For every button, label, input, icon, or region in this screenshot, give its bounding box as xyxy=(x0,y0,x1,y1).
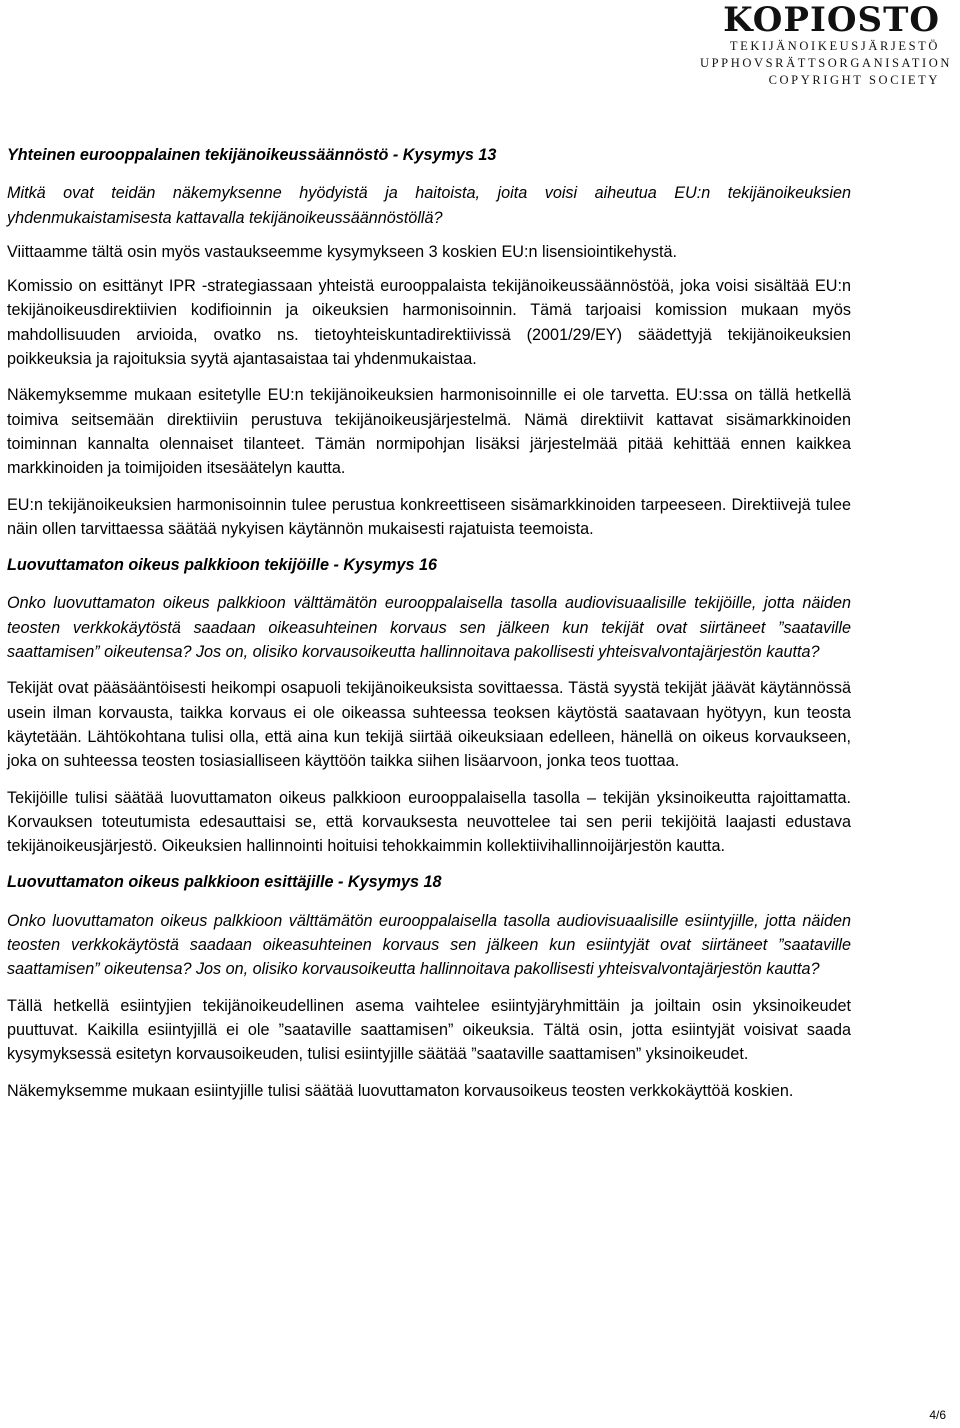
paragraph: Tällä hetkellä esiintyjien tekijänoikeudellinen asema vaihtelee esiintyjäryhmittäin ja joiltain osin yksinoikeudet puuttuvat. Kaikilla esiintyjillä ei ole ”saataville saattamisen” oikeuksia. Tältä osin, jotta esiintyjät voisivat saada kysymyksessä esitetyn korvausoikeuden, tulisi esiintyjille säätää ”saataville saattamisen” yksinoikeudet. xyxy=(7,996,851,1064)
logo-line-1: TEKIJÄNOIKEUSJÄRJESTÖ xyxy=(729,39,940,53)
question-text: Onko luovuttamaton oikeus palkkioon välttämätön eurooppalaisella tasolla audiovisuaalisille esiintyjille, jotta näiden teosten verkkokäytöstä saadaan oikeasuhteinen korvaus sen jälkeen kun esiintyjät ovat siirtäneet ”saataville saattamisen” oikeutensa? Jos on, olisiko korvausoikeutta hallinnoitava pakollisesti yhteisvalvontajärjestön kautta? xyxy=(7,911,851,979)
logo-line-3: COPYRIGHT SOCIETY xyxy=(768,73,940,87)
paragraph: EU:n tekijänoikeuksien harmonisoinnin tulee perustua konkreettiseen sisämarkkinoiden tarpeeseen. Direktiivejä tulee näin ollen tarvittaessa säätää nykyisen käytännön mukaisesti rajatuista teemoista. xyxy=(7,495,851,538)
question-text: Mitkä ovat teidän näkemyksenne hyödyistä ja haitoista, joita voisi aiheutua EU:n tekijänoikeuksien yhdenmukaistamisesta kattavalla tekijänoikeussäännöstöllä? xyxy=(7,184,851,227)
document-body xyxy=(7,143,851,1103)
paragraph: Tekijät ovat pääsääntöisesti heikompi osapuoli tekijänoikeuksista sovittaessa. Tästä syystä tekijät jäävät käytännössä usein ilman korvausta, taikka korvaus ei ole oikeassa suhteessa teoksen käytöstä saatavaan hyötyyn, kun teosta käytetään. Lähtökohtana tulisi olla, että aina kun tekijä siirtää oikeuksiaan edelleen, hänellä on oikeus korvaukseen, joka on suhteessa teosten tosiasialliseen käyttöön taikka siihen lisäarvoon, jonka teos tuottaa. xyxy=(7,679,851,771)
section-heading: Luovuttamaton oikeus palkkioon tekijöille - Kysymys 16 xyxy=(7,556,437,575)
logo-name: KOPIOSTO xyxy=(723,0,940,40)
logo-line-2: UPPHOVSRÄTTSORGANISATION xyxy=(700,56,953,70)
question-text: Onko luovuttamaton oikeus palkkioon välttämätön eurooppalaisella tasolla audiovisuaalisille tekijöille, jotta näiden teosten verkkokäytöstä saadaan oikeasuhteinen korvaus sen jälkeen kun tekijät ovat siirtäneet ”saataville saattamisen” oikeutensa? Jos on, olisiko korvausoikeutta hallinnoitava pakollisesti yhteisvalvontajärjestön kautta? xyxy=(7,594,851,662)
paragraph: Komissio on esittänyt IPR -strategiassaan yhteistä eurooppalaista tekijänoikeussäännöstöä, joka voisi sisältää EU:n tekijänoikeusdirektiivien kodifioinnin ja oikeuksien harmonisoinnin. Tämä tarjoaisi komission mukaan myös mahdollisuuden arvioida, ovatko ns. tietoyhteiskuntadirektiivissä (2001/29/EY) säädettyjä tekijänoikeuksien poikkeuksia ja rajoituksia syytä ajantasaistaa tai yhdenmukaistaa. xyxy=(7,277,851,369)
kopiosto-logo xyxy=(700,0,953,89)
section-heading: Luovuttamaton oikeus palkkioon esittäjille - Kysymys 18 xyxy=(7,873,442,892)
paragraph: Näkemyksemme mukaan esitetylle EU:n tekijänoikeuksien harmonisoinnille ei ole tarvetta. EU:ssa on tällä hetkellä toimiva seitsemään direktiiviin perustuva tekijänoikeusjärjestelmä. Nämä direktiivit kattavat sisämarkkinoiden toiminnan kannalta olennaiset tilanteet. Tämän normipohjan lisäksi järjestelmää pitää kehittää ennen kaikkea markkinoiden ja toimijoiden itsesäätelyn kautta. xyxy=(7,386,851,478)
paragraph: Näkemyksemme mukaan esiintyjille tulisi säätää luovuttamaton korvausoikeus teosten verkkokäyttöä koskien. xyxy=(7,1081,794,1100)
paragraph: Tekijöille tulisi säätää luovuttamaton oikeus palkkioon eurooppalaisella tasolla – tekijän yksinoikeutta rajoittamatta. Korvauksen toteutumista edesauttaisi se, että korvauksesta neuvottelee tai sen perii tekijöitä laajasti edustava tekijänoikeusjärjestö. Oikeuksien hallinnointi hoituisi tehokkaimmin kollektiivihallinnoijärjestön kautta. xyxy=(7,788,851,856)
paragraph: Viittaamme tältä osin myös vastaukseemme kysymykseen 3 koskien EU:n lisensiointikehystä. xyxy=(7,242,677,261)
section-heading: Yhteinen eurooppalainen tekijänoikeussäännöstö - Kysymys 13 xyxy=(7,146,497,164)
page-number: 4/6 xyxy=(929,1408,946,1422)
